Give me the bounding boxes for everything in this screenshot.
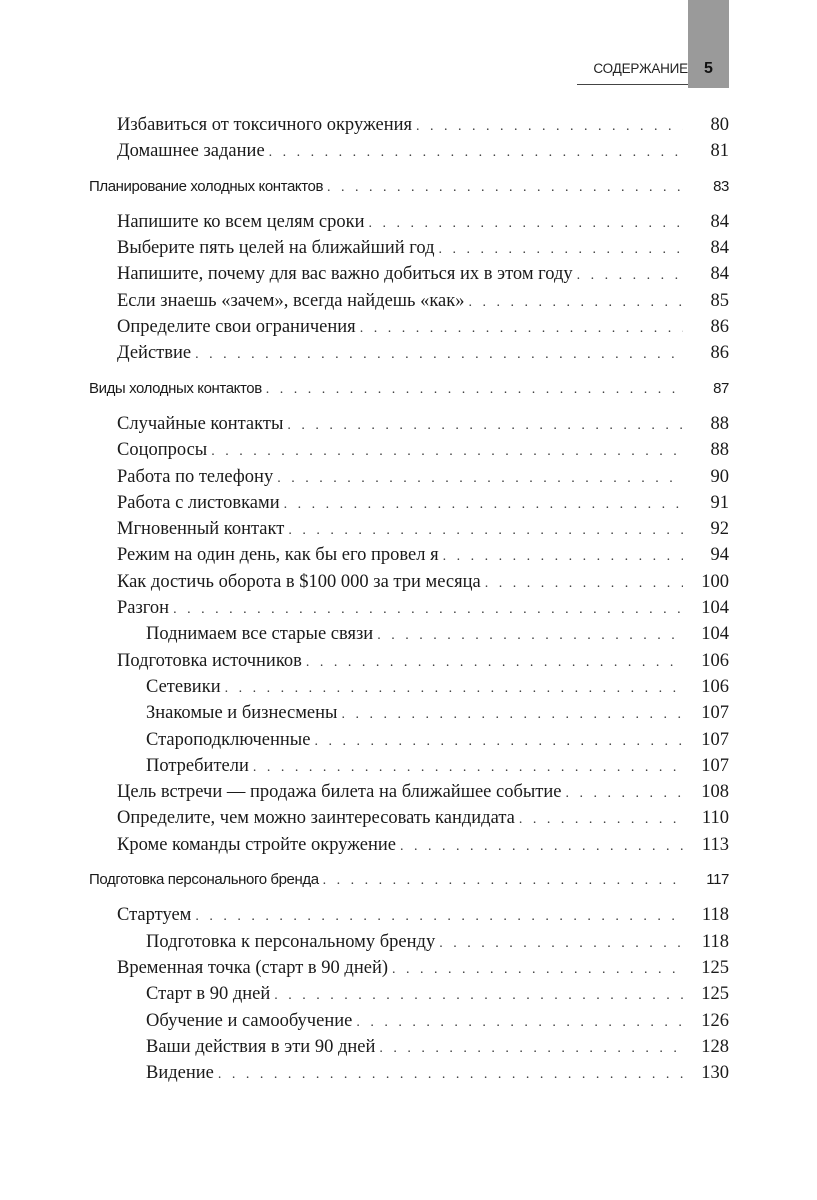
toc-entry-row [0,235,817,261]
dot-leader [195,904,683,930]
toc-entry-label: Работа с листовками [117,492,280,513]
dot-leader [327,175,683,201]
dot-leader [379,1036,683,1062]
toc-entry-label: Выберите пять целей на ближайший год [117,238,435,259]
dot-leader [369,211,683,237]
toc-entry-label: Напишите, почему для вас важно добиться их в этом году [117,264,573,285]
toc-entry-page: 88 [710,440,729,461]
toc-entry-page: 94 [710,545,729,566]
toc-entry-label: Сетевики [146,676,221,697]
dot-leader [225,676,683,702]
toc-entry-label: Потребители [146,755,249,776]
dot-leader [416,114,683,140]
toc-entry-label: Напишите ко всем целям сроки [117,211,365,232]
dot-leader [356,1010,683,1036]
toc-entry-row [0,314,817,340]
dot-leader [519,807,683,833]
toc-entry-row [0,955,817,981]
toc-entry-row [0,779,817,805]
dot-leader [314,729,683,755]
toc-entry-label: Определите свои ограничения [117,317,356,338]
toc-entry-label: Обучение и самообучение [146,1010,353,1031]
toc-entry-row [0,112,817,138]
toc-entry-page: 113 [701,834,729,855]
toc-entry-page: 91 [710,492,729,513]
toc-entry-label: Подготовка к персональному бренду [146,931,436,952]
toc-entry-label: Стартуем [117,905,192,926]
toc-entry-row [0,437,817,463]
toc-entry-label: Ваши действия в эти 90 дней [146,1036,376,1057]
toc-section-row [0,376,817,402]
toc-entry-row [0,621,817,647]
dot-leader [253,755,683,781]
toc-entry-label: Подготовка источников [117,650,302,671]
toc-entry-page: 118 [701,931,729,952]
toc-entry-row [0,929,817,955]
toc-entry-page: 106 [701,676,729,697]
dot-leader [323,868,683,894]
toc-entry-label: Видение [146,1063,214,1084]
toc-entry-row [0,516,817,542]
toc-entry-page: 84 [710,238,729,259]
toc-entry-label: Поднимаем все старые связи [146,624,374,645]
toc-entry-page: 125 [701,984,729,1005]
toc-entry-page: 86 [710,317,729,338]
dot-leader [218,1062,683,1088]
toc-entry-page: 118 [701,905,729,926]
toc-entry-page: 107 [701,729,729,750]
toc-entry-page: 83 [713,177,729,195]
toc-entry-label: Работа по телефону [117,466,274,487]
toc-entry-row [0,340,817,366]
dot-leader [195,342,683,368]
toc-entry-label: Мгновенный контакт [117,519,285,540]
toc-entry-row [0,648,817,674]
toc-entry-page: 126 [701,1010,729,1031]
toc-entry-page: 128 [701,1036,729,1057]
toc-entry-page: 107 [701,703,729,724]
dot-leader [266,377,683,403]
toc-entry-row [0,209,817,235]
toc-entry-label: Действие [117,343,192,364]
toc-entry-page: 110 [701,808,729,829]
toc-entry-label: Подготовка персонального бренда [89,871,319,889]
dot-leader [485,571,683,597]
toc-entry-row [0,832,817,858]
toc-entry-page: 108 [701,782,729,803]
toc-entry-row [0,727,817,753]
toc-entry-row [0,595,817,621]
toc-entry-page: 106 [701,650,729,671]
toc-entry-label: Кроме команды стройте окружение [117,834,396,855]
toc-entry-row [0,490,817,516]
dot-leader [439,931,683,957]
dot-leader [306,650,683,676]
toc-entry-label: Режим на один день, как бы его провел я [117,545,439,566]
dot-leader [469,290,684,316]
dot-leader [288,518,683,544]
dot-leader [392,957,683,983]
dot-leader [211,439,683,465]
toc-entry-label: Планирование холодных контактов [89,177,324,195]
dot-leader [360,316,683,342]
toc-entry-row [0,138,817,164]
dot-leader [284,492,683,518]
toc-entry-label: Старт в 90 дней [146,984,271,1005]
dot-leader [377,623,683,649]
dot-leader [287,413,683,439]
toc-entry-label: Знакомые и бизнесмены [146,703,338,724]
toc-entry-row [0,700,817,726]
toc-entry-page: 117 [706,871,729,889]
toc-entry-label: Разгон [117,598,170,619]
dot-leader [566,781,684,807]
dot-leader [173,597,683,623]
toc-entry-label: Староподключенные [146,729,311,750]
toc-entry-page: 125 [701,957,729,978]
dot-leader [400,834,683,860]
toc-entry-row [0,261,817,287]
page-number: 5 [704,60,713,77]
toc-entry-row [0,464,817,490]
toc-entry-page: 80 [710,115,729,135]
toc-entry-row [0,753,817,779]
running-header: СОДЕРЖАНИЕ [593,61,688,76]
dot-leader [577,263,683,289]
toc-entry-row [0,1060,817,1086]
toc-entry-row [0,411,817,437]
toc-entry-row [0,902,817,928]
toc-entry-page: 92 [710,519,729,540]
toc-entry-page: 84 [710,211,729,232]
toc-entry-label: Случайные контакты [117,413,284,434]
toc-entry-page: 87 [713,379,729,397]
dot-leader [269,140,683,166]
dot-leader [439,237,684,263]
dot-leader [341,702,683,728]
toc-section-row [0,174,817,200]
header-underline [577,84,688,85]
dot-leader [277,466,683,492]
dot-leader [274,983,683,1009]
toc-entry-page: 130 [701,1063,729,1084]
toc-entry-label: Виды холодных контактов [89,379,262,397]
toc-entry-page: 90 [710,466,729,487]
toc-entry-page: 81 [710,141,729,162]
toc-entry-page: 88 [710,413,729,434]
toc-entry-row [0,569,817,595]
toc-entry-label: Временная точка (старт в 90 дней) [117,957,389,978]
toc-entry-label: Избавиться от токсичного окружения [117,115,413,135]
toc-entry-label: Домашнее задание [117,141,265,162]
toc-entry-label: Как достичь оборота в $100 000 за три месяца [117,571,481,592]
toc-entry-row [0,674,817,700]
toc-entry-page: 104 [701,598,729,619]
toc-entry-label: Цель встречи — продажа билета на ближайшее событие [117,782,562,803]
toc-entry-row [0,981,817,1007]
toc-entry-page: 85 [710,290,729,311]
toc-section-row [0,867,817,893]
toc-entry-label: Соцопросы [117,440,208,461]
toc-entry-page: 84 [710,264,729,285]
toc-entry-page: 104 [701,624,729,645]
toc-entry-row [0,288,817,314]
table-of-contents [0,112,817,1086]
toc-entry-page: 100 [701,571,729,592]
toc-entry-row [0,1008,817,1034]
dot-leader [443,544,683,570]
toc-entry-page: 107 [701,755,729,776]
toc-entry-label: Определите, чем можно заинтересовать кандидата [117,808,515,829]
toc-entry-label: Если знаешь «зачем», всегда найдешь «как» [117,290,465,311]
toc-entry-row [0,542,817,568]
toc-entry-row [0,1034,817,1060]
toc-entry-row [0,805,817,831]
toc-entry-page: 86 [710,343,729,364]
